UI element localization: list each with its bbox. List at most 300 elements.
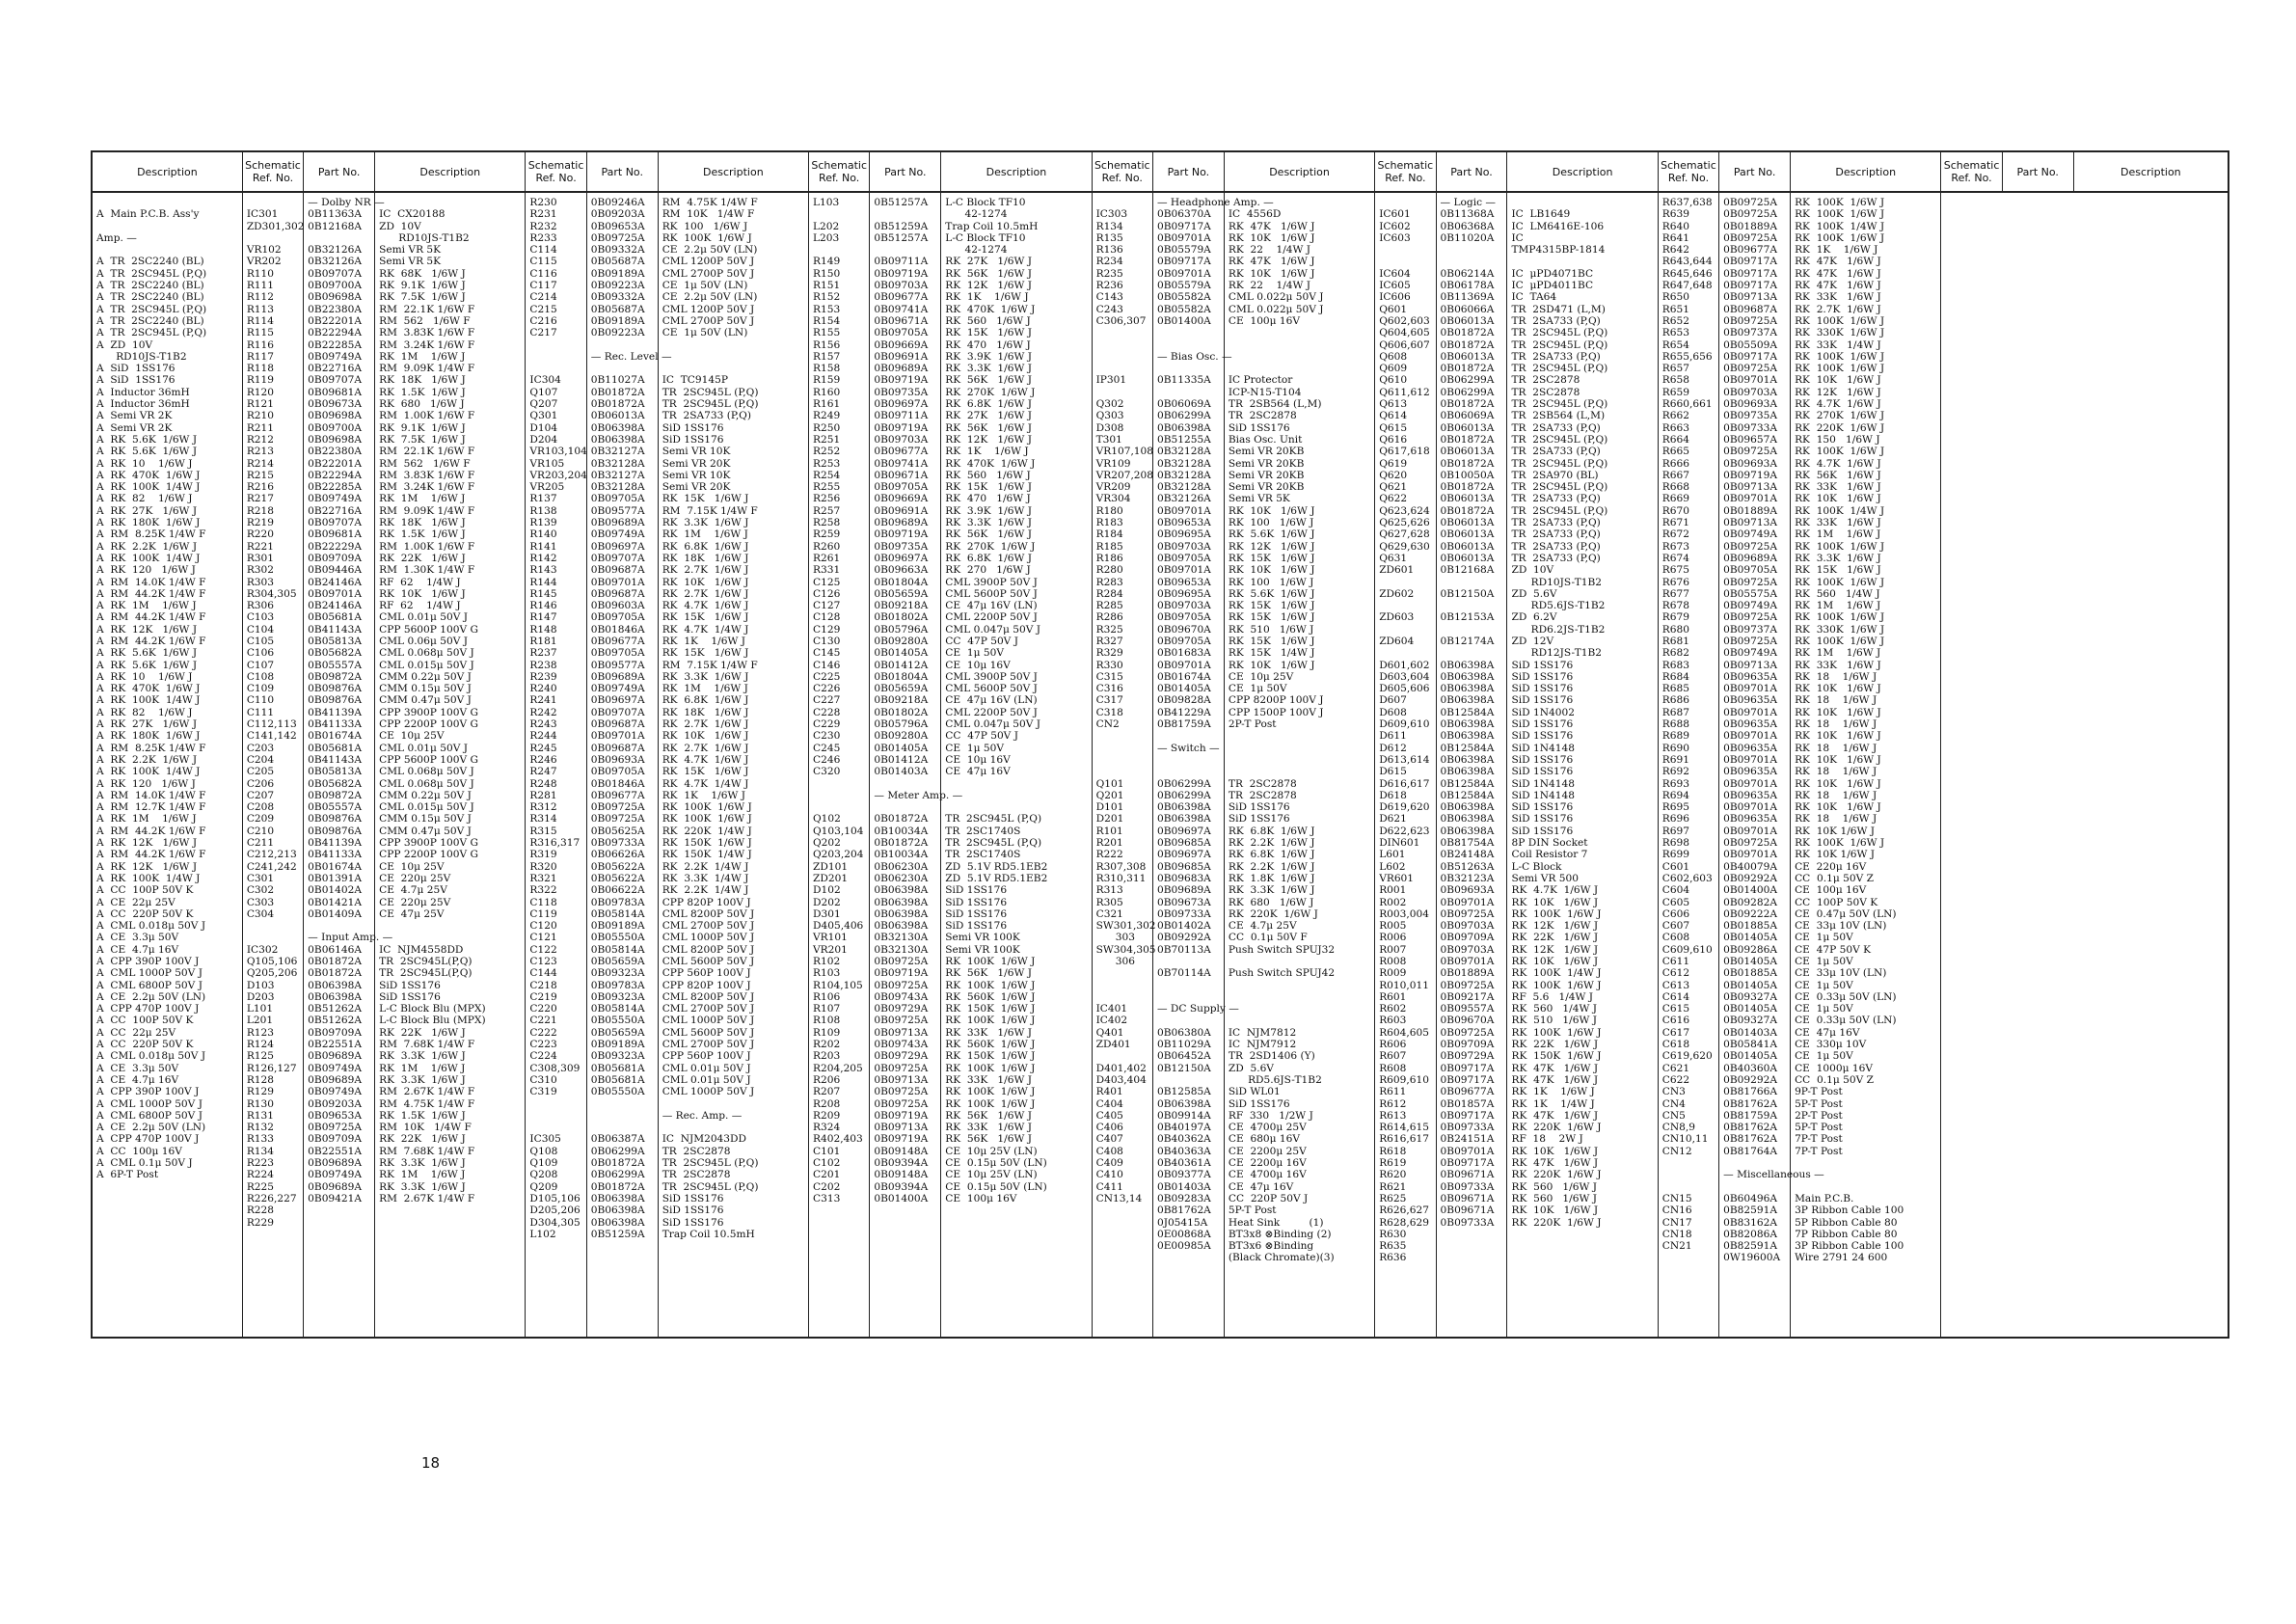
list-item: L-C Block TF10 — [945, 197, 1026, 208]
list-item: CN12 — [1661, 1145, 1692, 1157]
list-item: 42-1274 — [945, 208, 1008, 221]
list-item: CN17 — [1661, 1216, 1692, 1229]
list-item: R625 — [1379, 1192, 1407, 1204]
list-item: R606 — [1379, 1039, 1407, 1051]
list-item: TR 2SC2878 — [1228, 789, 1297, 801]
list-item — [529, 339, 585, 351]
list-item: VR103,104 — [529, 446, 587, 458]
list-item: RF 62 1/4W J — [379, 600, 461, 612]
list-item: R237 — [529, 647, 557, 660]
list-item: RK 150K 1/6W J — [1511, 1050, 1602, 1063]
list-item: RM 3.83K 1/6W F — [379, 469, 475, 481]
list-item: 0B83162A — [1723, 1216, 1778, 1229]
list-item: R123 — [246, 1026, 275, 1039]
list-item: Q614 — [1379, 410, 1408, 422]
list-item: VR109 — [1095, 457, 1131, 470]
list-item: 0B06398A — [590, 1204, 645, 1217]
list-item: A RK 5.6K 1/6W J — [96, 446, 198, 458]
list-item: IC CX20188 — [379, 208, 446, 221]
list-item: RK 12K 1/6W J — [945, 433, 1032, 446]
list-item: RK 100K 1/6W J — [1795, 231, 1885, 244]
list-item: RK 1K 1/6W J — [945, 291, 1029, 304]
list-item: 0B09685A — [1156, 860, 1211, 873]
column-header: Part No. — [2002, 151, 2073, 192]
list-item: CML 0.022μ 50V J — [1228, 303, 1324, 315]
list-item: CE 1000μ 16V — [1795, 1062, 1873, 1074]
list-item: 0B01885A — [1723, 920, 1778, 933]
list-item: C210 — [246, 825, 275, 837]
list-item: CML 0.022μ 50V J — [1228, 291, 1324, 304]
list-item — [1441, 256, 1507, 267]
list-item: 2P-T Post — [1228, 718, 1277, 731]
list-item: CE 2.2μ 50V (LN) — [662, 244, 758, 257]
list-item: RK 3.3K 1/6W J — [1795, 552, 1881, 564]
list-item: RK 680 1/6W J — [1228, 896, 1314, 908]
list-item: 0B12584A — [1440, 706, 1495, 718]
list-item: R639 — [1661, 208, 1689, 221]
list-item: D622,623 — [1379, 825, 1430, 837]
list-item: 0B09707A — [590, 552, 645, 564]
list-item: CMM 0.22μ 50V J — [379, 789, 472, 801]
list-item: 0B09701A — [1156, 267, 1211, 280]
list-item: 0B09635A — [1723, 670, 1778, 683]
list-item: 0B09691A — [874, 504, 929, 517]
list-item: 0B81764A — [1723, 1145, 1778, 1157]
list-item: TR 2SA733 (P,Q) — [1511, 540, 1601, 553]
list-item: RK 18K 1/6W J — [379, 517, 466, 529]
list-item: CML 8200P 50V J — [662, 907, 755, 920]
list-item: RK 15K 1/6W J — [945, 327, 1032, 339]
list-item: R208 — [813, 1097, 841, 1110]
list-item: 0B09743A — [874, 1039, 929, 1051]
list-item: Trap Coil 10.5mH — [945, 220, 1039, 232]
list-item — [1229, 754, 1374, 766]
list-item: A CPP 390P 100V J — [96, 1086, 200, 1098]
list-item: R669 — [1661, 493, 1689, 505]
list-item — [1662, 1169, 1718, 1180]
list-item: 0B51262A — [308, 1015, 363, 1027]
list-item: 0B09689A — [590, 517, 645, 529]
list-item: 0B32128A — [1156, 481, 1211, 494]
list-item: RM 9.09K 1/4W F — [379, 504, 475, 517]
list-item: Q625,626 — [1379, 517, 1430, 529]
list-item: CML 0.015μ 50V J — [379, 659, 474, 671]
list-item: 0B12168A — [308, 220, 363, 232]
list-item: R154 — [813, 314, 841, 327]
list-item: RK 33K 1/4W J — [1795, 338, 1881, 351]
list-item: C112,113 — [246, 718, 297, 731]
list-item: RK 680 1/6W J — [379, 398, 465, 411]
list-item: 0B09725A — [1440, 1026, 1495, 1039]
list-item: IC602 — [1379, 220, 1411, 232]
list-item: CE 220μ 25V — [379, 896, 451, 908]
list-item: Q203,204 — [813, 849, 864, 861]
list-item: RK 10K 1/6W J — [1511, 956, 1599, 967]
list-item: 0B09681A — [308, 386, 363, 398]
list-item: RK 470K 1/6W J — [945, 457, 1036, 470]
list-item: 0B81762A — [1723, 1097, 1778, 1110]
list-item: TR 2SA733 (P,Q) — [1511, 350, 1601, 363]
list-item: 0B01885A — [1723, 967, 1778, 980]
list-item: 0B09701A — [1440, 896, 1495, 908]
list-item: C320 — [813, 766, 841, 778]
list-item: RK 100 1/6W J — [1228, 576, 1314, 588]
list-item: 0B09292A — [1723, 872, 1778, 884]
list-item: CE 330μ 10V — [1795, 1039, 1867, 1051]
list-item: Amp. — — [96, 231, 137, 244]
list-item: 0B09653A — [308, 1109, 363, 1122]
list-item: 0B09707A — [308, 267, 363, 280]
list-item: 0B09701A — [1723, 801, 1778, 814]
list-item: A RK 1M 1/6W J — [96, 600, 197, 612]
list-item: C407 — [1095, 1133, 1123, 1146]
list-item: 0B01872A — [1440, 327, 1495, 339]
list-item: D202 — [813, 896, 841, 908]
list-item: C621 — [1661, 1062, 1690, 1074]
list-item: 0B09719A — [874, 1133, 929, 1146]
list-item: CN21 — [1661, 1240, 1692, 1253]
list-item: RK 1.5K 1/6W J — [379, 528, 466, 541]
list-item: 0B09695A — [1156, 528, 1211, 541]
list-item: 0B09701A — [1440, 956, 1495, 967]
list-item: 0B09635A — [1723, 694, 1778, 707]
list-item: CC 47P 50V J — [945, 635, 1018, 647]
list-item: 0B09677A — [874, 446, 929, 458]
list-item: 0B06398A — [590, 1216, 645, 1229]
list-item: 0B05659A — [590, 1026, 645, 1039]
column-header: Part No. — [1152, 151, 1224, 192]
list-item: IC Protector — [1228, 374, 1293, 387]
list-item: R257 — [813, 504, 841, 517]
list-item: 0B09691A — [874, 350, 929, 363]
list-item: 0B09713A — [1723, 517, 1778, 529]
list-item: R181 — [529, 635, 557, 647]
list-item: 0B09725A — [874, 1062, 929, 1074]
list-item — [529, 1110, 585, 1122]
list-item: RK 100K 1/6W J — [945, 1086, 1036, 1098]
list-item: R240 — [529, 683, 557, 695]
list-item: 0B09394A — [874, 1180, 929, 1193]
list-item: R285 — [1095, 600, 1123, 612]
list-item: RM 4.75K 1/4W F — [662, 197, 758, 208]
list-item: 0B09671A — [1440, 1169, 1495, 1181]
list-item: CE 47μ 16V — [1228, 1180, 1294, 1193]
list-item: R225 — [246, 1180, 275, 1193]
list-item: CE 47μ 16V — [945, 766, 1011, 778]
list-item: 0B09677A — [874, 291, 929, 304]
list-item — [1379, 600, 1435, 611]
list-item: 0B01421A — [308, 896, 363, 908]
list-item: CMM 0.47μ 50V J — [379, 825, 472, 837]
list-item: D607 — [1379, 694, 1407, 707]
list-item: Coil Resistor 7 — [1511, 849, 1588, 861]
list-item: 0B09189A — [590, 314, 645, 327]
list-item: R331 — [813, 564, 841, 577]
list-item: 0B09717A — [1440, 1062, 1495, 1074]
list-item: IC305 — [529, 1133, 561, 1146]
list-item: — Miscellaneous — — [1723, 1169, 1824, 1181]
list-item: 0B09203A — [590, 208, 645, 221]
list-item: 0B09707A — [308, 374, 363, 387]
list-item: 0B40362A — [1156, 1133, 1211, 1146]
list-item: R666 — [1661, 457, 1689, 470]
list-item: 0B09695A — [1156, 587, 1211, 600]
list-item: A CPP 470P 100V J — [96, 1133, 200, 1146]
list-item — [945, 778, 1091, 790]
list-item: (Black Chromate)(3) — [1228, 1252, 1335, 1264]
list-item: 0B01872A — [1440, 433, 1495, 446]
list-item: R685 — [1661, 683, 1689, 695]
list-item: 0B05796A — [874, 623, 929, 636]
list-item: C130 — [813, 635, 841, 647]
list-item: R220 — [246, 528, 275, 541]
list-item: R219 — [246, 517, 275, 529]
list-item: A Main P.C.B. Ass'y — [96, 208, 200, 221]
list-item — [308, 232, 374, 244]
list-item: 0B01400A — [874, 1192, 929, 1204]
list-item: CE 10μ 16V — [945, 753, 1011, 766]
list-item: RK 3.9K 1/6W J — [945, 504, 1032, 517]
list-item: 0B09700A — [308, 280, 363, 292]
list-item: RK 3.3K 1/6W J — [379, 1050, 466, 1063]
list-item: R664 — [1661, 433, 1689, 446]
list-item: ZD301,302 — [246, 220, 305, 232]
list-item: R657 — [1661, 363, 1689, 375]
list-item: RD10JS-T1B2 — [1511, 576, 1603, 588]
list-item: CPP 5600P 100V G — [379, 623, 478, 636]
list-item: 0B09577A — [590, 504, 645, 517]
list-item: C125 — [813, 576, 841, 588]
list-item: R281 — [529, 789, 557, 801]
list-item — [96, 221, 242, 232]
list-item — [662, 1122, 808, 1133]
list-item: 0B05622A — [590, 872, 645, 884]
list-item: 0B09701A — [1723, 777, 1778, 790]
list-item: 0B09725A — [874, 956, 929, 967]
list-item: C215 — [529, 303, 557, 315]
list-item: 0B09689A — [308, 1180, 363, 1193]
list-item: L203 — [813, 231, 840, 244]
list-item: R211 — [246, 421, 275, 434]
list-item: D301 — [813, 907, 841, 920]
list-item: 0B10050A — [1440, 469, 1495, 481]
list-item: R640 — [1661, 220, 1689, 232]
list-item: 0B22285A — [308, 481, 363, 494]
list-item: A CC 100P 50V K — [96, 884, 194, 897]
list-item: Q202 — [813, 837, 841, 850]
list-item: RK 4.7K 1/6W J — [662, 600, 749, 612]
list-item: Semi VR 100K — [945, 943, 1020, 956]
list-item: IC TA64 — [1511, 291, 1557, 304]
table-column — [375, 192, 526, 1338]
list-item — [1157, 754, 1224, 766]
list-item: D204 — [529, 433, 558, 446]
list-item: RK 220K 1/6W J — [1511, 1122, 1602, 1134]
list-item: A RM 8.25K 1/4W F — [96, 528, 206, 541]
list-item: Trap Coil 10.5mH — [662, 1228, 755, 1240]
list-item: C246 — [813, 753, 841, 766]
list-item — [662, 1098, 808, 1110]
list-item: 0B09914A — [1156, 1109, 1211, 1122]
list-item: R697 — [1661, 825, 1689, 837]
list-item: C614 — [1661, 990, 1690, 1003]
list-item: RM 22.1K 1/6W F — [379, 303, 475, 315]
list-item: C144 — [529, 967, 557, 980]
list-item: RK 3.3K 1/6W J — [945, 517, 1032, 529]
list-item: A CE 3.3μ 50V — [96, 932, 179, 944]
list-item — [1229, 363, 1374, 374]
list-item: R218 — [246, 504, 275, 517]
list-item: RK 33K 1/6W J — [1795, 481, 1881, 494]
list-item: C129 — [813, 623, 841, 636]
list-item: RK 10K 1/6W J — [1795, 825, 1876, 837]
list-item: 3P Ribbon Cable 100 — [1795, 1204, 1904, 1217]
list-item: 0B06230A — [874, 860, 929, 873]
list-item: CE 0.33μ 50V (LN) — [1795, 990, 1897, 1003]
page-number: 18 — [421, 1454, 441, 1472]
list-item — [247, 197, 303, 208]
list-item: RK 2.2K 1/4W J — [662, 860, 749, 873]
list-item: 0B01405A — [1723, 932, 1778, 944]
list-item: R698 — [1661, 837, 1689, 850]
list-item: CE 0.33μ 50V (LN) — [1795, 1015, 1897, 1027]
list-item: A RK 120 1/6W J — [96, 564, 196, 577]
list-item: IC TC9145P — [662, 374, 728, 387]
list-item: 0B32126A — [308, 256, 363, 268]
list-item: 0B41229A — [1156, 706, 1211, 718]
list-item: 0B82086A — [1723, 1228, 1778, 1240]
list-item — [1795, 1181, 1940, 1193]
list-item: Q103,104 — [813, 825, 864, 837]
list-item: RK 3.3K 1/6W J — [379, 1157, 466, 1170]
list-item: CE 2.2μ 50V (LN) — [662, 291, 758, 304]
column-header: Description — [1791, 151, 1941, 192]
list-item: A CPP 470P 100V J — [96, 1003, 200, 1015]
list-item: 0B51259A — [590, 1228, 645, 1240]
list-item — [1096, 1050, 1152, 1062]
list-item: RK 4.7K 1/6W J — [1511, 884, 1599, 897]
list-item: 0B09749A — [308, 1086, 363, 1098]
table-column — [1092, 192, 1156, 1338]
list-item: R678 — [1661, 600, 1689, 612]
list-item: A CML 0.018μ 50V J — [96, 920, 206, 933]
list-item: SiD 1SS176 — [1228, 801, 1290, 814]
list-item: 0B41143A — [308, 753, 363, 766]
list-item: RK 15K 1/6W J — [945, 481, 1032, 494]
list-item: Q207 — [529, 398, 558, 411]
list-item: C617 — [1661, 1026, 1690, 1039]
list-item: 0B32127A — [590, 446, 645, 458]
list-item: A CML 0.018μ 50V J — [96, 1050, 206, 1063]
list-item: SiD 1SS176 — [1511, 730, 1574, 743]
list-item — [379, 920, 525, 932]
list-item: 0B06069A — [1440, 410, 1495, 422]
list-item: 0B09635A — [1723, 742, 1778, 754]
list-item: 0B06069A — [1156, 398, 1211, 411]
list-item: R676 — [1661, 576, 1689, 588]
list-item — [1157, 956, 1224, 967]
list-item: Semi VR 20K — [662, 457, 731, 470]
list-item: 0B09749A — [308, 350, 363, 363]
list-item: RK 18 1/6W J — [1795, 718, 1877, 731]
list-item: 0B09701A — [590, 576, 645, 588]
list-item: SiD 1SS176 — [1511, 766, 1574, 778]
list-item — [591, 1098, 658, 1110]
list-item: Q205,206 — [246, 967, 298, 980]
list-item: R667 — [1661, 469, 1689, 481]
list-item: 0B09635A — [1723, 718, 1778, 731]
list-item: R223 — [246, 1157, 275, 1170]
list-item: 0B09697A — [1156, 825, 1211, 837]
list-item: 0B05622A — [590, 860, 645, 873]
list-item: RK 2.7K 1/6W J — [1795, 303, 1881, 315]
list-item: L-C Block Blu (MPX) — [379, 1015, 486, 1027]
list-item: 0B32126A — [1156, 493, 1211, 505]
list-item: R251 — [813, 433, 841, 446]
list-item: R113 — [246, 303, 275, 315]
list-item: R280 — [1095, 564, 1123, 577]
list-item: TR 2SA733 (P,Q) — [1511, 528, 1601, 541]
list-item — [529, 1122, 585, 1133]
list-item: 0B01400A — [1723, 884, 1778, 897]
list-item: C126 — [813, 587, 841, 600]
list-item: R249 — [813, 410, 841, 422]
list-item: 0B09671A — [874, 314, 929, 327]
list-item: 0B09689A — [308, 1157, 363, 1170]
list-item: 0B09741A — [874, 303, 929, 315]
list-item: 0B09693A — [1723, 398, 1778, 411]
list-item: R136 — [1095, 244, 1123, 257]
list-item: 0B01405A — [1156, 683, 1211, 695]
list-item — [379, 197, 525, 208]
list-item: 0B09203A — [308, 1097, 363, 1110]
list-item — [1723, 1181, 1790, 1193]
list-item: CE 1μ 50V — [1795, 979, 1853, 991]
list-item: 0B09697A — [590, 540, 645, 553]
list-item: C317 — [1095, 694, 1123, 707]
list-item: CN5 — [1661, 1109, 1686, 1122]
column-header: Description — [941, 151, 1092, 192]
list-item: C321 — [1095, 907, 1123, 920]
list-item: 0B01872A — [1440, 398, 1495, 411]
list-item: R652 — [1661, 314, 1689, 327]
list-item: 0B09719A — [874, 967, 929, 980]
list-item: 5P-T Post — [1795, 1122, 1843, 1134]
list-item: RK 100 1/6W J — [1228, 517, 1314, 529]
list-item: 0B32128A — [590, 481, 645, 494]
list-item: R304,305 — [246, 587, 297, 600]
list-item — [1096, 754, 1152, 766]
list-item: D405,406 — [813, 920, 864, 933]
list-item: 0B09707A — [308, 517, 363, 529]
list-item: RK 470 1/6W J — [945, 493, 1031, 505]
list-item: 0B09657A — [1723, 433, 1778, 446]
list-item: RK 100K 1/6W J — [1795, 363, 1885, 375]
list-item: 0B11369A — [1440, 291, 1495, 304]
list-item: R688 — [1661, 718, 1689, 731]
list-item: 0B06013A — [1440, 314, 1495, 327]
list-item: Q208 — [529, 1169, 558, 1181]
list-item: 0B09717A — [1156, 256, 1211, 268]
list-item: SW301,302 — [1095, 920, 1156, 933]
list-item: R239 — [529, 670, 557, 683]
list-item: SiD 1SS176 — [1511, 813, 1574, 826]
list-item: C109 — [246, 683, 275, 695]
list-item: R183 — [1095, 517, 1123, 529]
list-item: A TR 2SC2240 (BL) — [96, 280, 204, 292]
list-item: 0B01802A — [874, 706, 929, 718]
list-item: 0B22201A — [308, 314, 363, 327]
